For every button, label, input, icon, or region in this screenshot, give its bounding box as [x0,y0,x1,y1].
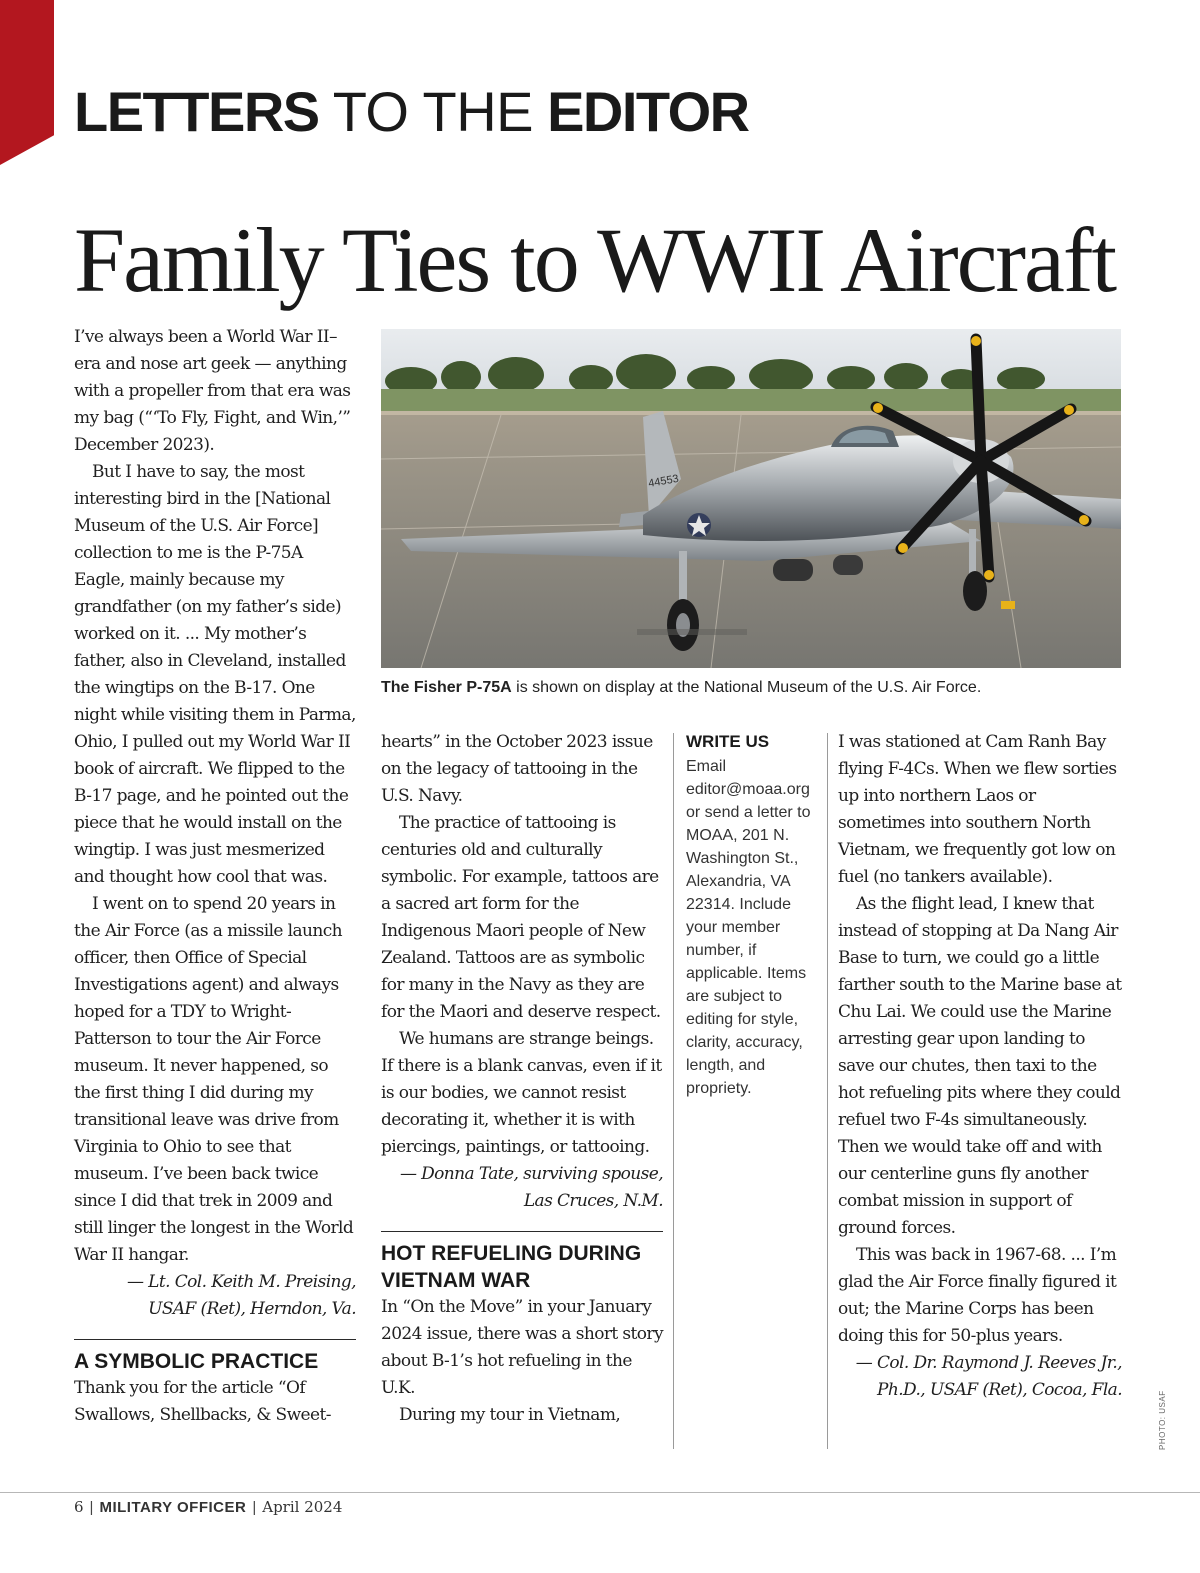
caption-rest: is shown on display at the National Museum of the U.S. Air Force. [511,679,982,696]
letter3-signature-line-1: — Col. Dr. Raymond J. Reeves Jr., [855,1353,1122,1373]
page-number: 6 [74,1498,84,1516]
letter2-heading: A SYMBOLIC PRACTICE [74,1350,319,1373]
footer-divider [0,1492,1200,1493]
letter1-signature-line-2: USAF (Ret), Herndon, Va. [148,1299,356,1319]
write-us-box [686,729,818,1100]
issue-date: April 2024 [262,1498,343,1516]
letter2-paragraph-2: The practice of tattooing is centuries old and culturally symbolic. For example, tattoos are a sacred art form for the Indigenous Maori people of New Zealand. Tattoos are as symbolic for many in the Navy as they are for the Maori and deserve respect. [381,813,661,1022]
publication-name: MILITARY OFFICER [99,1499,247,1516]
column-4 [838,729,1122,1404]
column-2 [381,729,663,1429]
photo-credit: PHOTO: USAF [1158,1390,1167,1450]
letter2-signature-line-1: — Donna Tate, surviving spouse, [399,1164,663,1184]
write-us-body: Email editor@moaa.org or send a letter to MOAA, 201 N. Washington St., Alexandria, VA 22314. Include your member number, if applicable. Items are subject to editing for style, clarity, accuracy, length, and propriety. [686,758,811,1097]
footer-separator: | [252,1499,257,1516]
letter2-paragraph-1-end: hearts” in the October 2023 issue on the legacy of tattooing in the U.S. Navy. [381,732,653,806]
letter1-paragraph-3: I went on to spend 20 years in the Air Force (as a missile launch officer, then Office of Special Investigations agent) and always hoped for a TDY to Wright-Patterson to tour the Air Force museum. It never happened, so the first thing I did during my transitional leave was drive from Virginia to Ohio to see that museum. I’ve been back twice since I did that trek in 2009 and still linger the longest in the World War II hangar. [74,894,354,1265]
red-corner-tab [0,0,54,165]
section-header [74,82,749,142]
photo-caption [381,677,1121,699]
tail-number: 44553 [647,472,680,490]
write-us-heading: WRITE US [686,732,770,751]
caption-bold: The Fisher P-75A [381,679,512,696]
letter2-paragraph-3: We humans are strange beings. If there is a blank canvas, even if it is our bodies, we cannot resist decorating it, whether it is with piercings, paintings, or tattooing. [381,1029,662,1157]
footer-separator: | [89,1499,94,1516]
aircraft-photo [381,329,1121,668]
column-rule [673,733,674,1449]
letter2-paragraph-1-start: Thank you for the article “Of Swallows, Shellbacks, & Sweet- [74,1378,331,1425]
letter3-signature-line-2: Ph.D., USAF (Ret), Cocoa, Fla. [877,1380,1122,1400]
letter2-signature-line-2: Las Cruces, N.M. [523,1191,663,1211]
column-1 [74,324,356,1429]
letter3-paragraph-2-end: I was stationed at Cam Ranh Bay flying F-4Cs. When we flew sorties up into northern Laos or sometimes into southern North Vietnam, we frequently got low on fuel (no tankers available). [838,732,1117,887]
letter1-paragraph-1: I’ve always been a World War II–era and nose art geek — anything with a propeller from that era was my bag (“‘To Fly, Fight, and Win,’” December 2023). [74,327,351,455]
header-to-the: TO THE [332,80,533,143]
letter3-paragraph-1: In “On the Move” in your January 2024 issue, there was a short story about B-1’s hot refueling in the U.K. [381,1297,663,1398]
letter1-signature-line-1: — Lt. Col. Keith M. Preising, [126,1272,356,1292]
section-divider [74,1339,356,1340]
letter3-paragraph-2-start: During my tour in Vietnam, [399,1405,621,1425]
column-rule [827,733,828,1449]
header-editor: EDITOR [547,80,749,143]
article-title: Family Ties to WWII Aircraft [74,209,1116,311]
page-footer [74,1496,342,1519]
letter3-paragraph-3: As the flight lead, I knew that instead of stopping at Da Nang Air Base to turn, we could go a little farther south to the Marine base at Chu Lai. We could use the Marine arresting gear upon landing to save our chutes, then taxi to the hot refueling pits where they could refuel two F-4s simultaneously. Then we would take off and with our centerline guns fly another combat mission in support of ground forces. [838,894,1122,1238]
letter3-paragraph-4: This was back in 1967-68. ... I’m glad the Air Force finally figured it out; the Marine Corps has been doing this for 50-plus years. [838,1245,1117,1346]
letter3-heading: HOT REFUELING DURING VIETNAM WAR [381,1242,642,1292]
section-divider [381,1231,663,1232]
header-letters: LETTERS [74,80,319,143]
letter1-paragraph-2: But I have to say, the most interesting bird in the [National Museum of the U.S. Air Force] collection to me is the P-75A Eagle, mainly because my grandfather (on my father’s side) worked on it. ... My mother’s father, also in Cleveland, installed the wingtips on the B-17. One night while visiting them in Parma, Ohio, I pulled out my World War II book of aircraft. We flipped to the B-17 page, and he pointed out the piece that he would install on the wingtip. I was just mesmerized and thought how cool that was. [74,462,356,887]
